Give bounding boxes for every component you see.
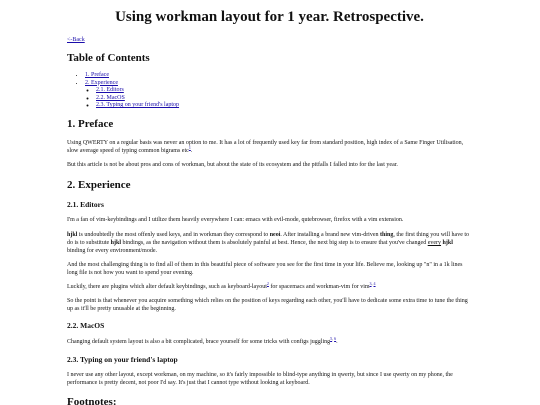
code-term: hjkl	[110, 239, 122, 246]
paragraph-text: Using QWERTY on a regular basis was never an option to me. It has a lot of frequently used key far from standard position, high index of a Same Finger Utilisation, slow average speed of typing common bigrams etc	[67, 139, 464, 154]
toc-sublist	[85, 87, 472, 110]
subsection-heading-macos: 2.2. MacOS	[67, 320, 105, 330]
paragraph-text: Luckily, there are plugins which alter default keybindings, such as keyboard-layout	[67, 283, 267, 290]
footnote-ref-4[interactable]: 4	[373, 280, 376, 286]
paragraph: I'm a fan of vim-keybindings and I utilize them heavily everywhere I can: emacs with evil-mode, qutebrowser, firefox with a vim extension.	[67, 216, 404, 223]
paragraph-text: . After installing a brand new vim-driven	[280, 231, 381, 238]
toc-heading: Table of Contents	[67, 52, 150, 64]
subsection-heading-friends-laptop: 2.3. Typing on your friend's laptop	[67, 354, 178, 364]
underlined-term: every	[427, 239, 442, 246]
toc-link-macos[interactable]: 2.2. MacOS	[96, 94, 125, 101]
footnote-ref-3[interactable]: 3	[369, 280, 372, 286]
footnote-ref-2[interactable]: 2	[266, 280, 269, 286]
toc-link-friends-laptop[interactable]: 2.3. Typing on your friend's laptop	[96, 102, 180, 109]
footnote-ref-5[interactable]: 5	[330, 335, 333, 341]
footnote-ref-1[interactable]: 1	[188, 144, 191, 150]
paragraph-text: , the first thing you will have to do is to substitute	[67, 231, 470, 246]
toc-item	[85, 80, 472, 110]
paragraph-text: Changing default system layout is also a bit complicated, brace yourself for some tricks with configs juggling	[67, 338, 331, 345]
paragraph-text: bindings, as the navigation without them is absolutely painful at best. Hence, the next big step is to ensure that you've changed	[121, 239, 428, 246]
toc-item	[96, 102, 472, 110]
paragraph-text: for spacemacs and workman-vim for vim	[268, 283, 370, 290]
toc-item	[96, 87, 472, 95]
section-heading-preface: 1. Preface	[67, 117, 114, 130]
footnote-separator: ,	[371, 280, 374, 286]
paragraph	[67, 280, 472, 291]
paragraph: And the most challenging thing is to find all of them in this beautiful piece of software you see for the first time in your life. Believe me, looking up "n" in a 1k lines long file is not how you want to spend your evening.	[67, 261, 463, 276]
paragraph-text: is undoubtedly the most offenly used keys, and in workman they correspond to	[77, 231, 270, 238]
paragraph: I never use any other layout, except workman, on my machine, so it's fairly impossible to blind-type anything in qwerty, but since I use qwerty on my phone, the performance is pretty decent, not poor I'd say. It's just that I cannot type without looking at keyboard.	[67, 371, 453, 386]
page-title: Using workman layout for 1 year. Retrospective.	[115, 9, 424, 25]
toc-link-editors[interactable]: 2.1. Editors	[96, 87, 124, 94]
toc-item	[85, 72, 472, 80]
paragraph-text: binding for every environment/mode.	[67, 247, 157, 254]
paragraph	[67, 231, 472, 255]
paragraph-text: .	[336, 338, 338, 345]
footnote-ref-6[interactable]: 6	[334, 335, 337, 341]
footnote-separator: ,	[332, 335, 335, 341]
section-heading-experience: 2. Experience	[67, 178, 131, 191]
toc-link-experience[interactable]: 2. Experience	[85, 79, 118, 86]
code-term: hjkl	[67, 231, 78, 238]
paragraph-text: .	[190, 147, 193, 154]
back-link[interactable]: <-Back	[67, 37, 85, 43]
toc-link-preface[interactable]: 1. Preface	[85, 72, 109, 78]
paragraph	[67, 139, 472, 155]
paragraph	[67, 335, 472, 346]
code-term: hjkl	[442, 239, 453, 246]
emphasis-term: thing	[380, 231, 394, 238]
code-term: neoi	[269, 231, 281, 238]
subsection-heading-editors: 2.1. Editors	[67, 199, 104, 209]
paragraph: But this article is not be about pros and cons of workman, but about the state of its ecosystem and the pitfalls I falled into for the last year.	[67, 161, 398, 168]
paragraph: So the point is that whenever you acquire something which relies on the position of keys regarding each other, you'll have to dedicate some extra time to tune the thing up as it'll be pretty unusable at the beginning.	[67, 297, 468, 312]
footnotes-heading: Footnotes:	[67, 395, 117, 405]
table-of-contents	[67, 72, 472, 110]
